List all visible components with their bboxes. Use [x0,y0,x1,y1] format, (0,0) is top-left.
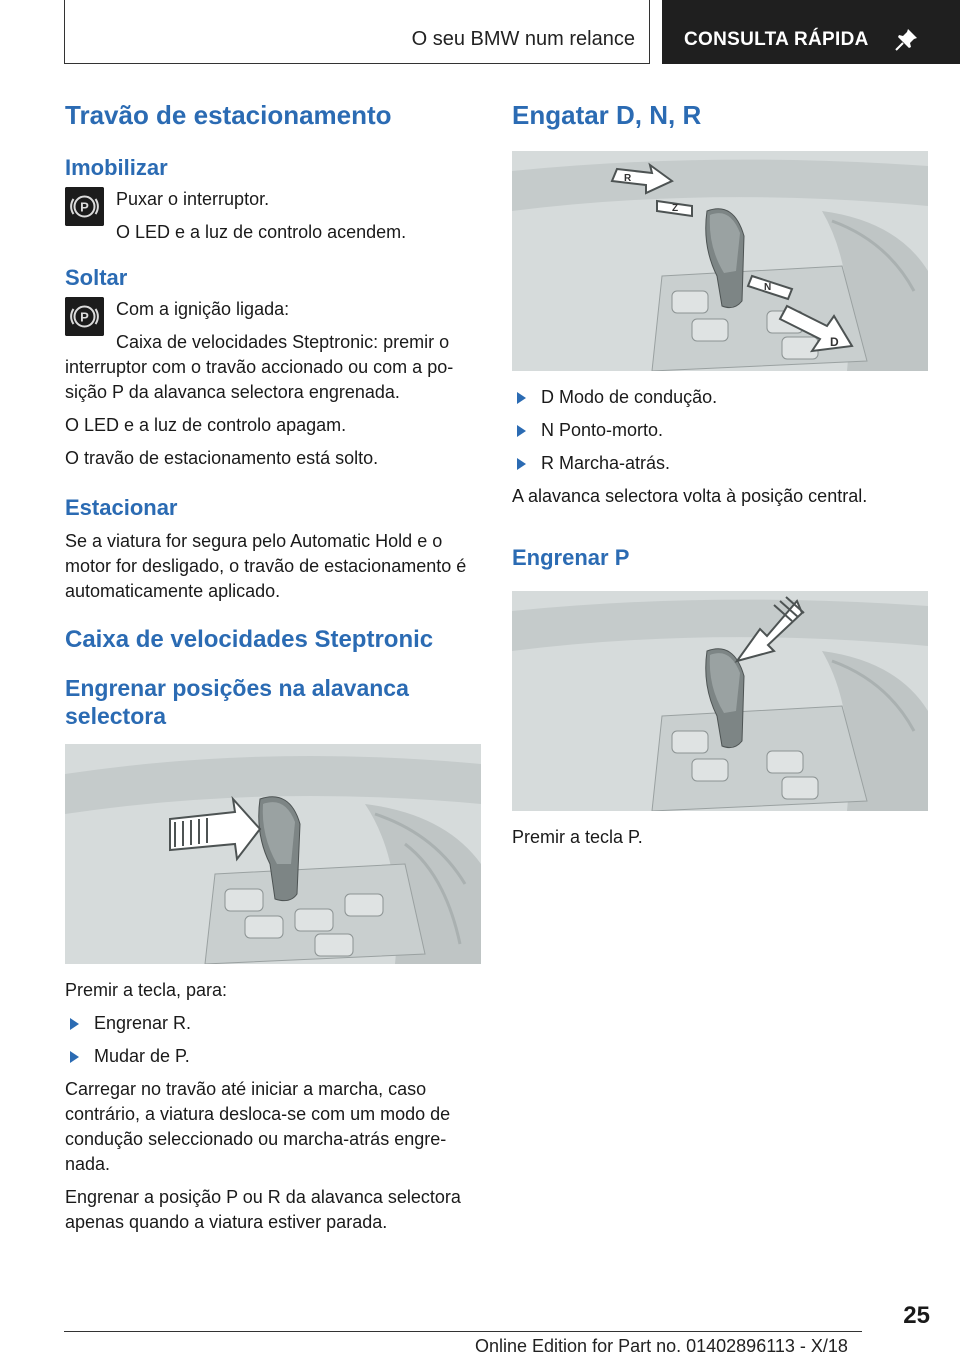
p-caption: Premir a tecla P. [512,827,643,847]
dnr-bullet-list [512,385,930,476]
list-item: D Modo de condução. [512,385,930,410]
heading-soltar: Soltar [65,265,128,290]
parking-brake-icon [65,187,104,226]
steptronic-para2: Engrenar a posição P ou R da alavanca selectora apenas quando a viatura estiver parada. [65,1187,461,1232]
svg-text:P: P [80,199,89,215]
heading-estacionar: Estacionar [65,495,178,520]
imobilizar-block [65,187,483,245]
illustration-gear-selector-dnr [512,151,928,371]
heading-engage-dnr: Engatar D, N, R [512,100,702,130]
triangle-bullet-icon [517,425,526,437]
list-item: N Ponto-morto. [512,418,930,443]
illustration-gear-selector-p-button [512,591,928,811]
svg-text:P: P [80,309,89,325]
footer-divider [64,1331,862,1332]
soltar-line2: Caixa de velocidades Steptronic: premir o interruptor com o travão accionado ou com a po-sição P da alavanca selectora engrenada. [65,332,454,402]
header-section-box [64,0,650,64]
header-chapter-title: CONSULTA RÁPIDA [684,29,869,50]
svg-text:D: D [830,335,839,349]
footer-edition: Online Edition for Part no. 01402896113 - X/18 [475,1336,848,1356]
imobilizar-line1: Puxar o interruptor. [116,189,270,209]
soltar-line1: Com a ignição ligada: [116,299,290,319]
heading-engage-p: Engrenar P [512,545,630,570]
parking-brake-icon [65,297,104,336]
heading-engage-positions: Engrenar posições na alavanca selectora [65,675,409,729]
section-title-parking-brake: Travão de estacionamento [65,100,392,130]
triangle-bullet-icon [70,1018,79,1030]
list-item: R Marcha-atrás. [512,451,930,476]
soltar-line3: O LED e a luz de controlo apagam. [65,415,347,435]
triangle-bullet-icon [517,458,526,470]
svg-text:R: R [624,173,632,184]
heading-imobilizar: Imobilizar [65,155,168,180]
soltar-line4: O travão de estacionamento está solto. [65,448,379,468]
header-chapter-tab [662,0,960,64]
svg-text:N: N [764,282,772,293]
header-section-title: O seu BMW num relance [411,28,635,50]
estacionar-text: Se a viatura for segura pelo Automatic Hold e o motor for desligado, o travão de estacionamento é automaticamente aplicado. [65,531,467,601]
list-item: Mudar de P. [65,1044,483,1069]
right-column [512,100,930,850]
list-item: Engrenar R. [65,1011,483,1036]
steptronic-para1: Carregar no travão até iniciar a marcha, caso contrário, a viatura desloca-se com um modo de condução seleccionado ou marcha-atrás engre-nada. [65,1079,451,1174]
illustration-gear-selector-side-button [65,744,481,964]
svg-text:Z: Z [672,203,679,214]
left-column [65,100,483,1235]
steptronic-caption: Premir a tecla, para: [65,980,228,1000]
triangle-bullet-icon [517,392,526,404]
section-title-steptronic: Caixa de velocidades Steptronic [65,626,434,653]
triangle-bullet-icon [70,1051,79,1063]
steptronic-bullet-list [65,1011,483,1069]
pushpin-icon [894,26,920,52]
page-number: 25 [903,1302,930,1329]
dnr-text: A alavanca selectora volta à posição central. [512,486,868,506]
imobilizar-line2: O LED e a luz de controlo acendem. [116,222,407,242]
soltar-block [65,297,483,405]
